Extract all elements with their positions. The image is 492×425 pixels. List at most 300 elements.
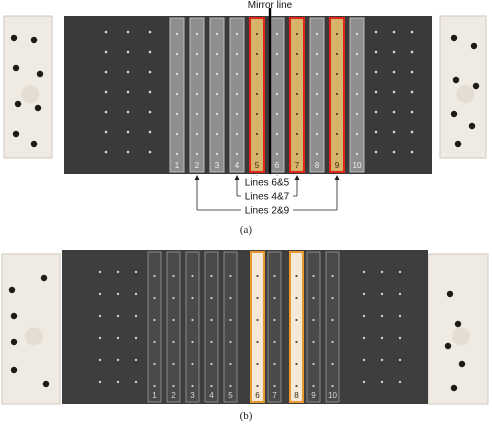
strip-dot — [295, 319, 297, 321]
strip-dot — [236, 113, 238, 115]
strip-dot — [273, 341, 275, 343]
grid-dot — [127, 151, 130, 154]
grid-dot — [117, 381, 119, 383]
strip-dot — [229, 363, 231, 365]
strip-dot — [316, 133, 318, 135]
strip-dot — [256, 93, 258, 95]
strip-dot — [191, 363, 193, 365]
grid-dot — [375, 31, 378, 34]
grid-dot — [411, 31, 414, 34]
strip-dot — [196, 53, 198, 55]
strip-4 — [230, 18, 244, 172]
strip-dot — [216, 133, 218, 135]
strip-dot — [296, 133, 298, 135]
strip-number-5: 5 — [228, 391, 233, 400]
strip-dot — [312, 319, 314, 321]
strip-number-6: 6 — [274, 161, 280, 170]
grid-dot — [393, 71, 396, 74]
strip-dot — [331, 319, 333, 321]
strip-dot — [356, 73, 358, 75]
strip-dot — [276, 133, 278, 135]
grid-dot — [381, 359, 383, 361]
strip-b-4 — [205, 252, 218, 402]
strip-dot — [356, 33, 358, 35]
strip-number-9: 9 — [334, 161, 340, 170]
strip-dot — [295, 385, 297, 387]
strip-b-8 — [290, 252, 303, 402]
strip-dot — [229, 275, 231, 277]
grid-dot — [135, 315, 137, 317]
strip-dot — [336, 33, 338, 35]
strip-dot — [316, 73, 318, 75]
strip-dot — [276, 73, 278, 75]
strip-body — [290, 252, 303, 402]
grid-dot — [149, 131, 152, 134]
strip-dot — [153, 363, 155, 365]
arrow-head — [235, 175, 240, 180]
grid-dot — [399, 359, 401, 361]
grid-dot — [127, 91, 130, 94]
strip-dot — [276, 113, 278, 115]
grid-dot — [149, 51, 152, 54]
strip-dot — [256, 53, 258, 55]
strip-dot — [331, 385, 333, 387]
strip-dot — [331, 363, 333, 365]
strip-b-6 — [251, 252, 264, 402]
strip-number-5: 5 — [254, 161, 260, 170]
strip-dot — [295, 297, 297, 299]
grid-dot — [99, 359, 101, 361]
strip-dot — [256, 33, 258, 35]
strip-dot — [176, 113, 178, 115]
strip-dot — [172, 297, 174, 299]
strip-dot — [210, 385, 212, 387]
grid-dot — [411, 71, 414, 74]
strip-body — [251, 252, 264, 402]
strip-dot — [273, 385, 275, 387]
strip-1 — [170, 18, 184, 172]
grid-dot — [381, 381, 383, 383]
strip-dot — [312, 341, 314, 343]
strip-dot — [236, 73, 238, 75]
strip-dot — [296, 73, 298, 75]
arrow-head — [295, 175, 300, 180]
bolt-hole — [451, 385, 457, 391]
strip-dot — [316, 33, 318, 35]
grid-dot — [399, 315, 401, 317]
strip-dot — [236, 53, 238, 55]
grid-dot — [399, 293, 401, 295]
strip-dot — [236, 133, 238, 135]
grid-dot — [135, 271, 137, 273]
grid-dot — [99, 381, 101, 383]
strip-7 — [290, 18, 304, 172]
grid-dot — [393, 91, 396, 94]
grid-dot — [135, 337, 137, 339]
strip-dot — [256, 363, 258, 365]
strip-b-1 — [148, 252, 161, 402]
strip-dot — [153, 275, 155, 277]
strip-number-2: 2 — [194, 161, 200, 170]
bolt-hole — [445, 343, 451, 349]
caption-b: (b) — [239, 410, 253, 422]
strip-body — [167, 252, 180, 402]
strip-dot — [295, 341, 297, 343]
strip-dot — [229, 385, 231, 387]
grid-dot — [135, 293, 137, 295]
strip-dot — [216, 73, 218, 75]
grid-dot — [375, 151, 378, 154]
strip-6 — [270, 18, 284, 172]
bolt-hole — [473, 83, 479, 89]
strip-dot — [296, 53, 298, 55]
strip-dot — [336, 153, 338, 155]
panel-b-photo — [0, 246, 492, 411]
strip-dot — [176, 53, 178, 55]
bolt-hole — [455, 141, 461, 147]
grid-dot — [411, 151, 414, 154]
strip-dot — [210, 319, 212, 321]
strip-dot — [276, 93, 278, 95]
grid-dot — [381, 271, 383, 273]
strip-dot — [196, 153, 198, 155]
strip-dot — [273, 319, 275, 321]
right-clamp — [440, 16, 486, 158]
strip-dot — [336, 113, 338, 115]
strip-dot — [273, 275, 275, 277]
specimen-plate — [64, 16, 432, 174]
strip-dot — [316, 53, 318, 55]
grid-dot — [375, 131, 378, 134]
strip-number-2: 2 — [171, 391, 176, 400]
strip-dot — [216, 33, 218, 35]
grid-dot — [105, 131, 108, 134]
strip-dot — [172, 385, 174, 387]
strip-dot — [191, 341, 193, 343]
pair-bracket-6-5 — [241, 175, 293, 189]
grid-dot — [117, 293, 119, 295]
strip-dot — [316, 113, 318, 115]
grid-dot — [363, 293, 365, 295]
grid-dot — [105, 51, 108, 54]
grid-dot — [105, 151, 108, 154]
strip-dot — [196, 33, 198, 35]
bolt-hole — [43, 381, 49, 387]
strip-dot — [172, 275, 174, 277]
strip-number-10: 10 — [352, 161, 362, 170]
caption-a: (a) — [239, 224, 253, 236]
strip-dot — [172, 341, 174, 343]
strip-dot — [336, 93, 338, 95]
strip-dot — [229, 297, 231, 299]
bolt-hole — [31, 37, 37, 43]
grid-dot — [135, 381, 137, 383]
strip-number-1: 1 — [152, 391, 157, 400]
strip-dot — [331, 297, 333, 299]
strip-9 — [330, 18, 344, 172]
strip-dot — [276, 53, 278, 55]
stain — [456, 85, 474, 103]
strip-dot — [276, 153, 278, 155]
strip-number-3: 3 — [214, 161, 220, 170]
strip-dot — [216, 153, 218, 155]
strip-b-7 — [268, 252, 281, 402]
strip-dot — [256, 113, 258, 115]
strip-dot — [356, 53, 358, 55]
strip-dot — [256, 275, 258, 277]
strip-10 — [350, 18, 364, 172]
pair-label: Lines 2&9 — [244, 205, 290, 217]
strip-dot — [312, 363, 314, 365]
strip-dot — [153, 297, 155, 299]
strip-dot — [312, 385, 314, 387]
strip-number-7: 7 — [272, 391, 277, 400]
pair-label: Lines 6&5 — [244, 177, 290, 189]
strip-5 — [250, 18, 264, 172]
strip-dot — [316, 93, 318, 95]
strip-body — [186, 252, 199, 402]
strip-dot — [210, 275, 212, 277]
bolt-hole — [11, 367, 17, 373]
strip-dot — [336, 53, 338, 55]
bolt-hole — [35, 105, 41, 111]
strip-dot — [172, 319, 174, 321]
strip-body — [307, 252, 320, 402]
strip-b-3 — [186, 252, 199, 402]
bolt-hole — [451, 35, 457, 41]
strip-body — [268, 252, 281, 402]
strip-dot — [176, 153, 178, 155]
strip-3 — [210, 18, 224, 172]
grid-dot — [99, 271, 101, 273]
strip-dot — [176, 33, 178, 35]
grid-dot — [363, 359, 365, 361]
grid-dot — [149, 111, 152, 114]
grid-dot — [393, 31, 396, 34]
strip-dot — [210, 297, 212, 299]
grid-dot — [375, 71, 378, 74]
bolt-hole — [447, 291, 453, 297]
bolt-hole — [37, 71, 43, 77]
grid-dot — [393, 111, 396, 114]
strip-dot — [196, 113, 198, 115]
strip-number-6: 6 — [255, 391, 260, 400]
strip-body — [326, 252, 339, 402]
grid-dot — [117, 337, 119, 339]
strip-dot — [296, 113, 298, 115]
strip-dot — [296, 33, 298, 35]
strip-body — [148, 252, 161, 402]
stain — [25, 328, 43, 346]
specimen-plate-b — [62, 250, 428, 404]
grid-dot — [363, 271, 365, 273]
strip-dot — [296, 153, 298, 155]
strip-dot — [356, 113, 358, 115]
bolt-hole — [41, 275, 47, 281]
grid-dot — [381, 337, 383, 339]
grid-dot — [149, 31, 152, 34]
strip-dot — [196, 73, 198, 75]
strip-dot — [172, 363, 174, 365]
left-clamp — [4, 16, 52, 158]
strip-8 — [310, 18, 324, 172]
grid-dot — [127, 111, 130, 114]
grid-dot — [117, 315, 119, 317]
strip-body — [205, 252, 218, 402]
strip-number-4: 4 — [234, 161, 240, 170]
strip-dot — [256, 153, 258, 155]
grid-dot — [381, 315, 383, 317]
strip-dot — [176, 133, 178, 135]
strip-number-9: 9 — [311, 391, 316, 400]
right-clamp-b — [428, 254, 488, 404]
grid-dot — [393, 131, 396, 134]
strip-number-3: 3 — [190, 391, 195, 400]
grid-dot — [149, 71, 152, 74]
grid-dot — [149, 151, 152, 154]
strip-dot — [210, 341, 212, 343]
strip-dot — [276, 33, 278, 35]
strip-dot — [191, 319, 193, 321]
strip-dot — [153, 341, 155, 343]
strip-dot — [356, 133, 358, 135]
strip-b-10 — [326, 252, 339, 402]
strip-dot — [336, 133, 338, 135]
strip-number-8: 8 — [294, 391, 299, 400]
grid-dot — [393, 151, 396, 154]
grid-dot — [99, 293, 101, 295]
grid-dot — [411, 51, 414, 54]
grid-dot — [375, 111, 378, 114]
strip-dot — [256, 341, 258, 343]
strip-dot — [295, 363, 297, 365]
grid-dot — [105, 111, 108, 114]
strip-dot — [256, 385, 258, 387]
strip-dot — [229, 341, 231, 343]
pair-label: Lines 4&7 — [244, 191, 290, 203]
strip-dot — [236, 93, 238, 95]
grid-dot — [363, 381, 365, 383]
strip-dot — [236, 153, 238, 155]
grid-dot — [399, 337, 401, 339]
grid-dot — [135, 359, 137, 361]
grid-dot — [127, 31, 130, 34]
strip-dot — [356, 153, 358, 155]
strip-dot — [356, 93, 358, 95]
stain — [452, 328, 470, 346]
grid-dot — [375, 51, 378, 54]
strip-dot — [331, 275, 333, 277]
bolt-hole — [451, 111, 457, 117]
grid-dot — [105, 31, 108, 34]
grid-dot — [127, 51, 130, 54]
strip-number-8: 8 — [314, 161, 320, 170]
strip-b-5 — [224, 252, 237, 402]
strip-body — [224, 252, 237, 402]
bolt-hole — [11, 35, 17, 41]
strip-dot — [196, 133, 198, 135]
grid-dot — [411, 111, 414, 114]
strip-dot — [312, 275, 314, 277]
bolt-hole — [453, 77, 459, 83]
grid-dot — [99, 315, 101, 317]
strip-dot — [191, 297, 193, 299]
strip-dot — [236, 33, 238, 35]
bolt-hole — [15, 101, 21, 107]
strip-dot — [176, 73, 178, 75]
grid-dot — [399, 381, 401, 383]
bolt-hole — [11, 339, 17, 345]
strip-dot — [336, 73, 338, 75]
strip-dot — [153, 319, 155, 321]
grid-dot — [99, 337, 101, 339]
strip-dot — [256, 297, 258, 299]
strip-dot — [273, 363, 275, 365]
strip-dot — [296, 93, 298, 95]
strip-dot — [196, 93, 198, 95]
bolt-hole — [13, 131, 19, 137]
strip-dot — [256, 319, 258, 321]
grid-dot — [363, 315, 365, 317]
strip-dot — [316, 153, 318, 155]
strip-dot — [273, 297, 275, 299]
grid-dot — [399, 271, 401, 273]
bolt-hole — [459, 361, 465, 367]
strip-dot — [216, 53, 218, 55]
bolt-hole — [11, 313, 17, 319]
strip-dot — [216, 93, 218, 95]
grid-dot — [393, 51, 396, 54]
grid-dot — [411, 91, 414, 94]
strip-dot — [216, 113, 218, 115]
grid-dot — [363, 337, 365, 339]
mirror-line-label: Mirror line — [247, 0, 293, 11]
left-clamp-b — [2, 254, 60, 404]
bolt-hole — [455, 321, 461, 327]
grid-dot — [117, 271, 119, 273]
strip-dot — [153, 385, 155, 387]
strip-number-1: 1 — [174, 161, 180, 170]
strip-b-9 — [307, 252, 320, 402]
strip-b-2 — [167, 252, 180, 402]
grid-dot — [117, 359, 119, 361]
strip-2 — [190, 18, 204, 172]
bolt-hole — [471, 43, 477, 49]
grid-dot — [411, 131, 414, 134]
bolt-hole — [31, 141, 37, 147]
strip-dot — [295, 275, 297, 277]
grid-dot — [149, 91, 152, 94]
strip-number-7: 7 — [294, 161, 300, 170]
grid-dot — [105, 71, 108, 74]
grid-dot — [105, 91, 108, 94]
strip-dot — [210, 363, 212, 365]
bolt-hole — [13, 65, 19, 71]
strip-dot — [331, 341, 333, 343]
grid-dot — [381, 293, 383, 295]
strip-dot — [256, 133, 258, 135]
strip-number-4: 4 — [209, 391, 214, 400]
grid-dot — [127, 71, 130, 74]
strip-dot — [229, 319, 231, 321]
arrow-head — [195, 175, 200, 180]
bolt-hole — [469, 123, 475, 129]
grid-dot — [127, 131, 130, 134]
grid-dot — [375, 91, 378, 94]
arrow-head — [335, 175, 340, 180]
stain — [21, 85, 39, 103]
strip-dot — [312, 297, 314, 299]
